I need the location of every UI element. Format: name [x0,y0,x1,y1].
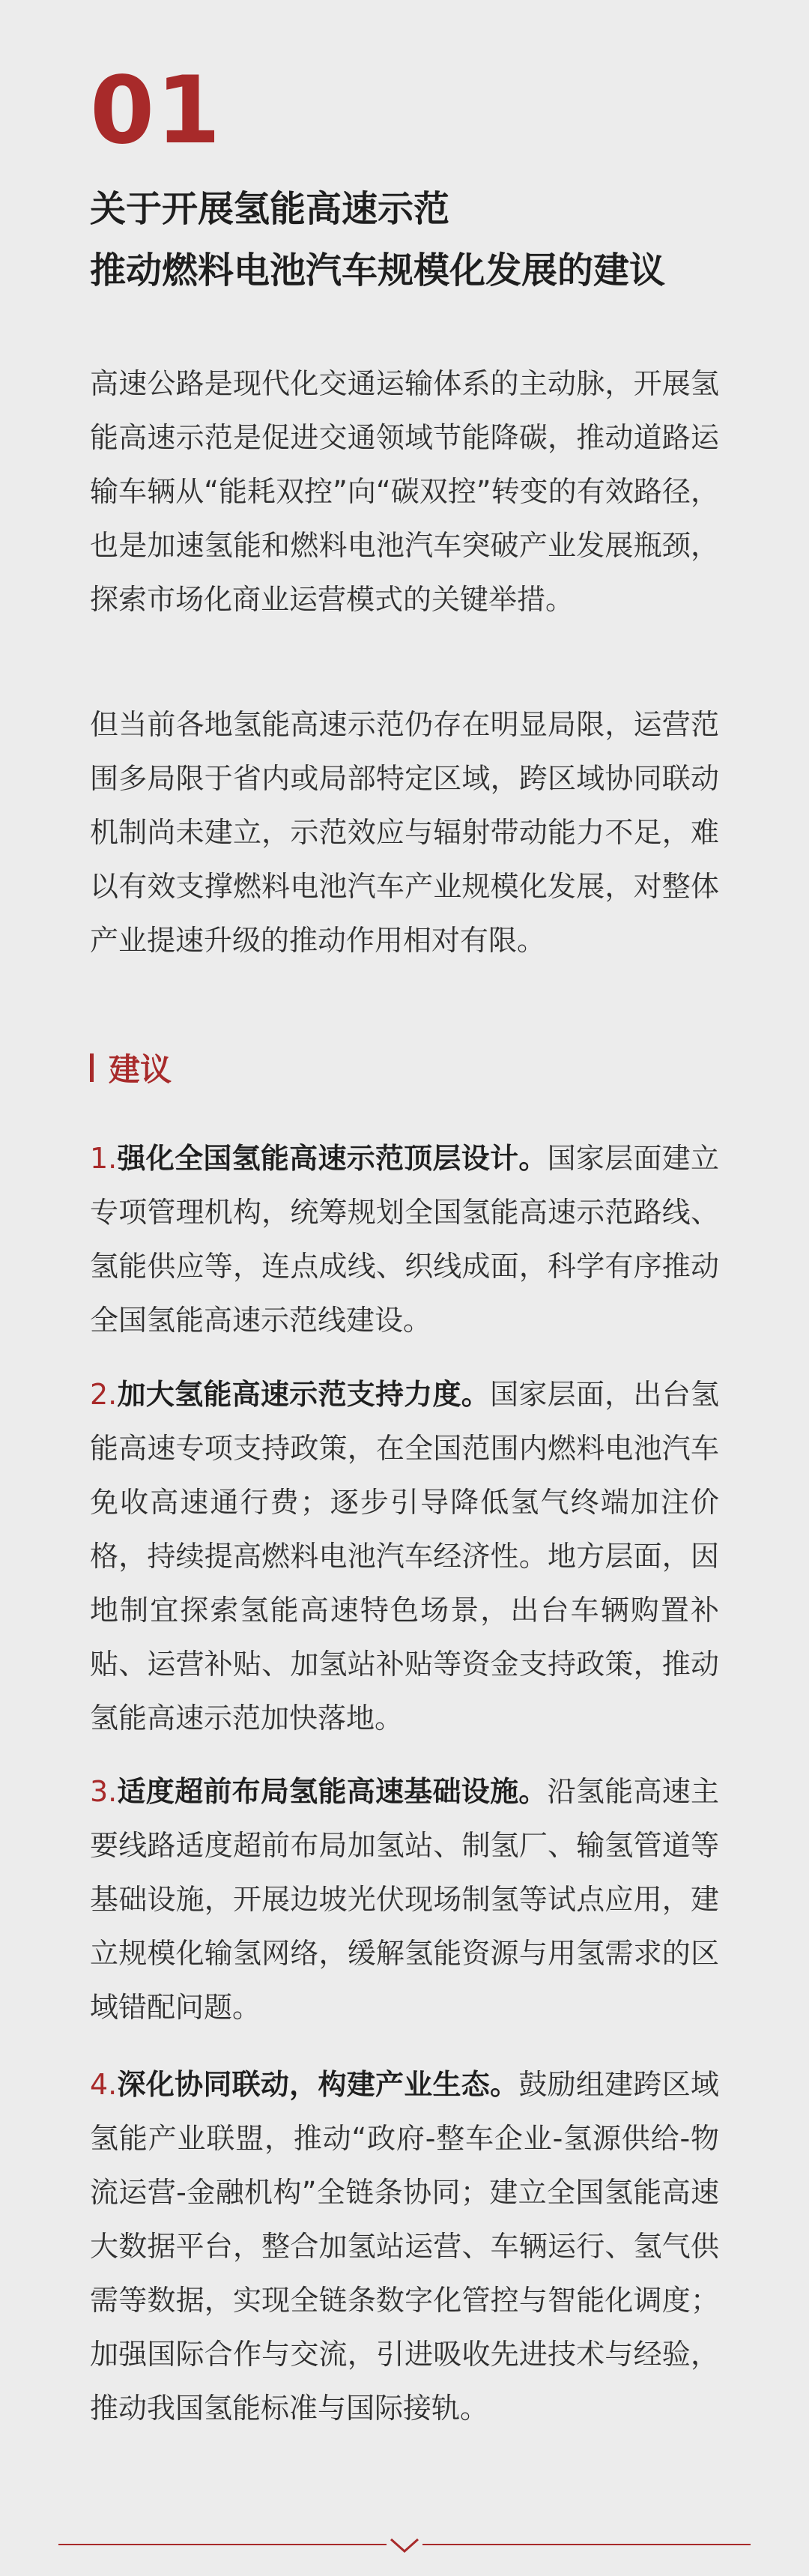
section-heading [90,1049,172,1086]
suggestion-body: 沿氢能高速主要线路适度超前布局加氢站、制氢厂、输氢管道等基础设施，开展边坡光伏现场制氢等试点应用，建立规模化输氢网络，缓解氢能资源与用氢需求的区域错配问题。 [90,1775,719,2024]
suggestion-index: 1. [90,1142,118,1175]
suggestion-item-1 [90,1131,719,1347]
article-title [90,178,734,301]
section-marker-bar [90,1053,94,1082]
article-number: 01 [90,57,222,165]
intro-paragraph-2: 但当前各地氢能高速示范仍存在明显局限，运营范围多局限于省内或局部特定区域，跨区域协同联动机制尚未建立，示范效应与辐射带动能力不足，难以有效支撑燃料电池汽车产业规模化发展，对整体产业提速升级的推动作用相对有限。 [90,708,719,957]
suggestion-lead: 适度超前布局氢能高速基础设施。 [117,1775,548,1808]
article-title-line-1: 关于开展氢能高速示范 [90,188,450,230]
suggestion-lead: 深化协同联动，构建产业生态。 [117,2068,519,2101]
suggestion-item-2 [90,1367,719,1745]
section-label: 建议 [109,1051,172,1088]
suggestion-lead: 加大氢能高速示范支持力度。 [117,1378,491,1411]
suggestion-index: 4. [90,2068,118,2101]
suggestion-item-3 [90,1765,719,2034]
suggestion-body: 国家层面建立专项管理机构，统筹规划全国氢能高速示范路线、氢能供应等，连点成线、织线成面，科学有序推动全国氢能高速示范线建设。 [90,1142,719,1337]
chevron-down-icon [0,2533,809,2563]
footer-divider [0,2533,809,2563]
article-title-line-2: 推动燃料电池汽车规模化发展的建议 [90,250,666,291]
suggestion-item-4 [90,2058,719,2435]
intro-paragraph-1: 高速公路是现代化交通运输体系的主动脉，开展氢能高速示范是促进交通领域节能降碳，推动道路运输车辆从“能耗双控”向“碳双控”转变的有效路径，也是加速氢能和燃料电池汽车突破产业发展瓶颈，探索市场化商业运营模式的关键举措。 [90,367,719,616]
suggestion-index: 2. [90,1378,118,1411]
suggestion-index: 3. [90,1775,118,1808]
suggestion-body: 国家层面，出台氢能高速专项支持政策，在全国范围内燃料电池汽车免收高速通行费；逐步引导降低氢气终端加注价格，持续提高燃料电池汽车经济性。地方层面，因地制宜探索氢能高速特色场景，出台车辆购置补贴、运营补贴、加氢站补贴等资金支持政策，推动氢能高速示范加快落地。 [90,1378,719,1735]
suggestion-body: 鼓励组建跨区域氢能产业联盟，推动“政府-整车企业-氢源供给-物流运营-金融机构”全链条协同；建立全国氢能高速大数据平台，整合加氢站运营、车辆运行、氢气供需等数据，实现全链条数字化管控与智能化调度；加强国际合作与交流，引进吸收先进技术与经验，推动我国氢能标准与国际接轨。 [90,2068,719,2425]
suggestion-lead: 强化全国氢能高速示范顶层设计。 [117,1142,548,1175]
